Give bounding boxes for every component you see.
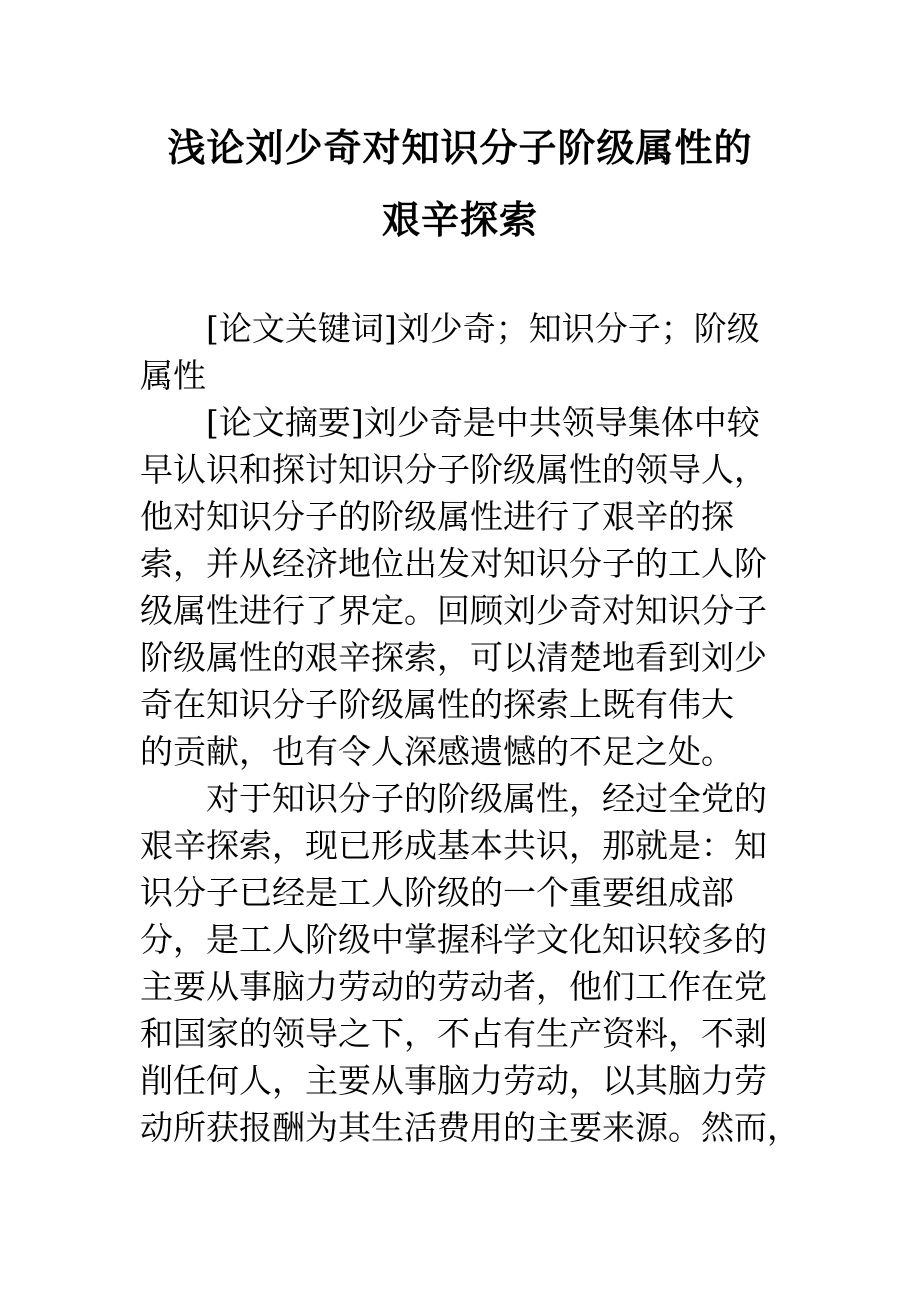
abstract-line-1: [论文摘要]刘少奇是中共领导集体中较 xyxy=(206,403,760,442)
paragraph-line-6: 和国家的领导之下，不占有生产资料，不剥 xyxy=(140,1014,767,1053)
paragraph-line-8: 动所获报酬为其生活费用的主要来源。然而， xyxy=(140,1108,800,1147)
paragraph-line-5: 主要从事脑力劳动的劳动者，他们工作在党 xyxy=(140,967,767,1006)
paragraph-line-7: 削任何人，主要从事脑力劳动，以其脑力劳 xyxy=(140,1061,767,1100)
title-line-1: 浅论刘少奇对知识分子阶级属性的 xyxy=(167,126,753,170)
abstract-line-7: 奇在知识分子阶级属性的探索上既有伟大 xyxy=(140,685,734,724)
abstract-line-5: 级属性进行了界定。回顾刘少奇对知识分子 xyxy=(140,591,767,630)
abstract-line-4: 索，并从经济地位出发对知识分子的工人阶 xyxy=(140,544,767,583)
paragraph-line-2: 艰辛探索，现已形成基本共识，那就是：知 xyxy=(140,826,767,865)
title-line-2: 艰辛探索 xyxy=(381,198,538,242)
abstract-line-2: 早认识和探讨知识分子阶级属性的领导人， xyxy=(140,450,767,489)
paragraph-line-1: 对于知识分子的阶级属性，经过全党的 xyxy=(206,779,767,818)
body-text xyxy=(140,305,800,1151)
abstract-line-6: 阶级属性的艰辛探索，可以清楚地看到刘少 xyxy=(140,638,767,677)
paragraph-line-4: 分，是工人阶级中掌握科学文化知识较多的 xyxy=(140,920,767,959)
paragraph-line-3: 识分子已经是工人阶级的一个重要组成部 xyxy=(140,873,734,912)
abstract-line-3: 他对知识分子的阶级属性进行了艰辛的探 xyxy=(140,497,734,536)
abstract-line-8: 的贡献，也有令人深感遗憾的不足之处。 xyxy=(140,732,734,771)
keywords-line-2: 属性 xyxy=(140,356,206,395)
keywords-line-1: [论文关键词]刘少奇；知识分子；阶级 xyxy=(206,309,760,348)
